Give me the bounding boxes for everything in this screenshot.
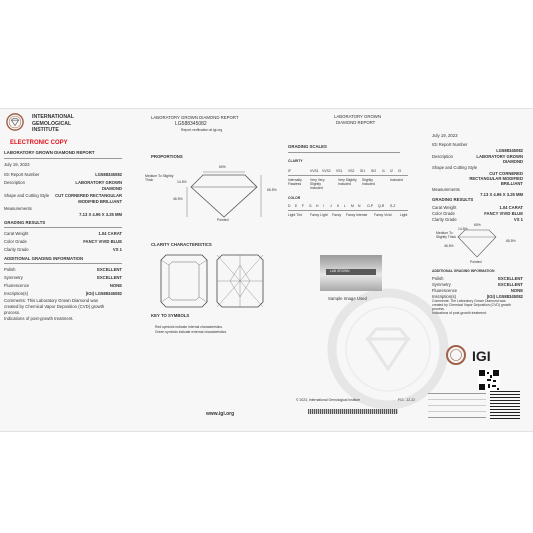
key-line-2: Green symbols indicate external characteristics. <box>155 330 227 334</box>
right-comments: Comments: The Laboratory Grown Diamond was <box>432 299 506 303</box>
color-grade: I <box>323 204 324 208</box>
shape-value-2: MODIFIED BRILLIANT <box>78 199 122 204</box>
right-additional-header: ADDITIONAL GRADING INFORMATION <box>432 269 495 273</box>
clarity-plot-bottom-icon <box>217 255 263 307</box>
right-crown-pct: 14.5% <box>458 227 468 231</box>
proportions-header: PROPORTIONS <box>151 154 183 159</box>
report-number-value: LG588345082 <box>95 172 122 177</box>
color-grade: G <box>309 204 312 208</box>
clarity-grade: VS1 <box>336 169 343 173</box>
crown-pct: 14.5% <box>177 180 187 184</box>
scales-title-1: LABORATORY GROWN <box>334 114 381 119</box>
description-value-2: DIAMOND <box>101 186 122 191</box>
row-label: Shape and Cutting Style <box>4 193 50 198</box>
igi-logo-seal-icon <box>446 345 466 365</box>
institute-line-3: INSTITUTE <box>32 127 59 133</box>
row-label: Fluorescence <box>432 288 458 293</box>
security-strip <box>308 409 398 414</box>
depth-pct: 65.5% <box>267 188 277 192</box>
middle-report-number: LG588345082 <box>175 121 207 127</box>
clarity-grade: I2 <box>390 169 393 173</box>
color-word: Fancy Vivid <box>374 213 392 217</box>
color-grade: E <box>295 204 298 208</box>
row-label: Polish <box>432 276 444 281</box>
divider <box>4 227 122 228</box>
proportions-diagram-icon <box>179 169 269 219</box>
scales-title-2: DIAMOND REPORT <box>336 120 376 125</box>
right-depth-pct: 65.5% <box>506 239 516 243</box>
color-grade: L <box>344 204 346 208</box>
right-panel <box>424 109 533 431</box>
row-label: Inscription(s) <box>4 291 28 296</box>
color-grade: K <box>337 204 340 208</box>
right-shape: CUT CORNERED <box>489 171 523 176</box>
right-culet: Pointed <box>470 260 482 264</box>
row-label: Description <box>4 180 25 185</box>
row-label: Measurements <box>432 187 460 192</box>
divider <box>288 152 400 153</box>
row-label: Measurements <box>4 206 32 211</box>
color-grade: F <box>302 204 305 208</box>
clarity-grade: SI1 <box>360 169 366 173</box>
report-date: July 19, 2023 <box>4 162 30 167</box>
comments-line: process. <box>4 310 21 315</box>
comments-line: created by Chemical Vapor Deposition (CVD) growth <box>4 304 105 309</box>
sample-inscription-image <box>320 255 382 291</box>
barcode-icon <box>490 391 520 421</box>
row-label: Inscription(s) <box>432 294 456 299</box>
right-carat: 1.04 CARAT <box>499 205 523 210</box>
right-small-table <box>428 393 486 419</box>
right-comments: created by Chemical Vapor Deposition (CVD) growth <box>432 303 512 307</box>
report-title: LABORATORY GROWN DIAMOND REPORT <box>4 150 95 155</box>
clarity-value: VS 1 <box>112 247 122 252</box>
comments-line: Indications of post-growth treatment. <box>4 316 74 321</box>
girdle-thickness: Medium To Slightly Thick <box>145 174 174 182</box>
clarity-plot-top-icon <box>161 255 207 307</box>
igi-logo-text: IGI <box>472 348 491 364</box>
right-description-2: DIAMOND <box>502 159 523 164</box>
right-pavilion-pct: 46.5% <box>444 244 454 248</box>
row-label: Symmetry <box>432 282 451 287</box>
right-date: July 19, 2023 <box>432 133 458 138</box>
color-word: Light <box>400 213 408 217</box>
row-label: Polish <box>4 267 16 272</box>
right-measurements: 7.13 X 4.96 X 3.25 MM <box>480 192 523 197</box>
comments-line: Comments: This Laboratory Grown Diamond was <box>4 298 99 303</box>
right-description: LABORATORY GROWN <box>476 154 523 159</box>
symmetry-value: EXCELLENT <box>97 275 122 280</box>
row-label: Fluorescence <box>4 283 30 288</box>
color-word: Light Tint <box>288 213 302 217</box>
clarity-grade: VVS2 <box>322 169 331 173</box>
right-shape-2: RECTANGULAR MODIFIED <box>469 176 523 181</box>
clarity-grade: SI2 <box>371 169 377 173</box>
color-grade: S-Z <box>390 204 396 208</box>
shape-value: CUT CORNERED RECTANGULAR <box>55 193 122 198</box>
sample-caption: Sample Image Used <box>328 296 367 301</box>
row-label: IGI Report Number <box>4 172 40 177</box>
table-pct: 60% <box>219 165 226 169</box>
website-link[interactable]: www.igi.org <box>206 411 235 417</box>
row-label: Description <box>432 154 453 159</box>
color-grade: D <box>288 204 291 208</box>
clarity-word: Very Very Slightly Included <box>310 178 325 190</box>
row-label: Carat Weight <box>4 231 29 236</box>
color-word: Fancy <box>332 213 342 217</box>
left-panel <box>0 109 128 431</box>
institute-line-1: INTERNATIONAL <box>32 114 74 120</box>
clarity-grade: I3 <box>398 169 401 173</box>
right-clarity: VS 1 <box>513 217 523 222</box>
key-line-1: Red symbols indicate internal characteristics. <box>155 325 223 329</box>
institute-line-2: GEMOLOGICAL <box>32 120 72 127</box>
culet-label: Pointed <box>217 218 229 222</box>
color-word: Fancy Intense <box>346 213 368 217</box>
key-to-symbols-header: KEY TO SYMBOLS <box>151 313 190 318</box>
inscription-value: (IGI) LG588345082 <box>85 291 122 296</box>
row-label: Carat Weight <box>432 205 457 210</box>
color-scale-header: COLOR <box>288 196 301 200</box>
polish-value: EXCELLENT <box>97 267 122 272</box>
grading-results-header: GRADING RESULTS <box>4 220 46 225</box>
color-grade: N <box>358 204 361 208</box>
row-label: Symmetry <box>4 275 23 280</box>
clarity-characteristics-header: CLARITY CHARACTERISTICS <box>151 242 212 247</box>
color-value: FANCY VIVID BLUE <box>83 239 122 244</box>
row-label: IGI Report Number <box>432 142 468 147</box>
right-fluorescence: NONE <box>510 288 523 293</box>
form-reference: FCI - 12.22 <box>398 398 415 402</box>
electronic-copy-label: ELECTRONIC COPY <box>10 140 68 146</box>
color-grade: H <box>316 204 319 208</box>
color-grade: J <box>330 204 332 208</box>
right-comments: Indications of post-growth treatment. <box>432 311 487 315</box>
description-value: LABORATORY GROWN <box>75 180 122 185</box>
color-grade: M <box>351 204 354 208</box>
igi-seal-logo-icon <box>6 113 24 131</box>
color-scale-line <box>288 210 408 211</box>
clarity-word: Very Slightly Included <box>338 178 357 186</box>
clarity-grade: VS2 <box>348 169 355 173</box>
right-table-pct: 60% <box>474 223 481 227</box>
right-symmetry: EXCELLENT <box>498 282 523 287</box>
clarity-word: Included <box>390 178 403 182</box>
qr-code-icon[interactable] <box>478 369 500 391</box>
grading-scales-header: GRADING SCALES <box>288 144 327 149</box>
clarity-word: Slightly Included <box>362 178 375 186</box>
additional-info-header: ADDITIONAL GRADING INFORMATION <box>4 256 84 261</box>
middle-panel <box>131 109 277 431</box>
divider <box>4 158 122 159</box>
clarity-grade: IF <box>288 169 292 173</box>
color-grade: O-P <box>367 204 374 208</box>
color-grade: Q-R <box>378 204 385 208</box>
divider <box>4 263 122 264</box>
clarity-word: Internally Flawless <box>288 178 302 186</box>
clarity-grade: I1 <box>382 169 385 173</box>
row-label: Shape and Cutting Style <box>432 165 478 170</box>
clarity-grade: VVS1 <box>310 169 319 173</box>
right-shape-3: BRILLIANT <box>500 181 523 186</box>
verification-text: Report verification at igi.org <box>181 128 223 132</box>
carat-value: 1.04 CARAT <box>98 231 122 236</box>
row-label: Clarity Grade <box>4 247 29 252</box>
clarity-scale-line <box>288 175 408 176</box>
sample-inscription-text: LAB GROWN <box>330 269 350 273</box>
right-comments: process. <box>432 307 445 311</box>
row-label: Color Grade <box>4 239 27 244</box>
row-label: Color Grade <box>432 211 455 216</box>
middle-title: LABORATORY GROWN DIAMOND REPORT <box>151 115 239 120</box>
right-proportions-icon <box>452 227 502 259</box>
pavilion-pct: 46.5% <box>173 197 183 201</box>
right-girdle: Medium To Slightly Thick <box>436 231 456 239</box>
color-word: Fancy Light <box>310 213 328 217</box>
igi-report-document <box>0 108 533 432</box>
right-report-number: LG588345082 <box>496 148 523 153</box>
clarity-scale-header: CLARITY <box>288 159 303 163</box>
copyright: © 2023, International Gemological Institute <box>296 398 361 402</box>
right-color: FANCY VIVID BLUE <box>484 211 523 216</box>
right-polish: EXCELLENT <box>498 276 523 281</box>
right-inscription: (IGI) LG588345082 <box>486 294 523 299</box>
fluorescence-value: NONE <box>109 283 122 288</box>
grading-scales-panel <box>280 109 420 431</box>
right-grading-header: GRADING RESULTS <box>432 197 474 202</box>
row-label: Clarity Grade <box>432 217 457 222</box>
measurements-value: 7.13 X 4.96 X 3.25 MM <box>79 212 122 217</box>
